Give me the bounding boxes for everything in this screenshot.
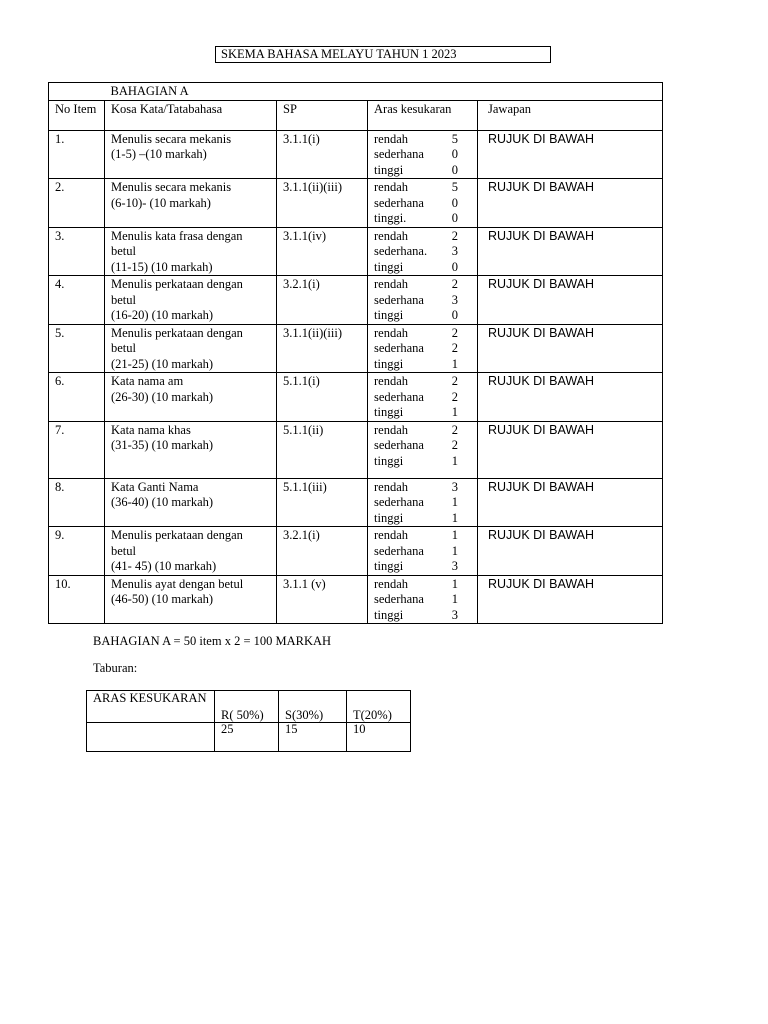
distribution-table: [86, 690, 411, 752]
kosa-kata-line: (16-20) (10 markah): [111, 308, 214, 322]
kosa-kata-line: Menulis perkataan dengan: [111, 277, 243, 291]
level-count: 1: [451, 592, 458, 606]
level-line: [374, 511, 471, 527]
level-name: tinggi: [374, 607, 404, 622]
table-row: [49, 130, 663, 179]
kosa-kata-line: (6-10)- (10 markah): [111, 195, 211, 210]
level-name: sederhana: [374, 592, 424, 606]
item-number: 4.: [49, 276, 105, 325]
level-name: sederhana: [374, 341, 424, 355]
sp-code: 3.1.1(ii)(iii): [277, 179, 368, 228]
distribution-value-row: [87, 723, 411, 752]
level-line: [374, 260, 471, 276]
table-row: [49, 373, 663, 422]
kosa-kata: [105, 179, 277, 228]
level-line: [374, 423, 471, 439]
level-name: tinggi.: [374, 211, 407, 225]
sp-code: 3.1.1(iv): [277, 227, 368, 276]
summary-text: BAHAGIAN A = 50 item x 2 = 100 MARKAH: [93, 634, 332, 648]
kosa-kata-line: Menulis kata frasa dengan: [111, 228, 243, 243]
level-line: [374, 277, 471, 293]
header-jawapan: Jawapan: [478, 100, 663, 130]
kosa-kata: [105, 478, 277, 527]
kosa-kata: [105, 373, 277, 422]
header-no: No Item: [49, 100, 105, 130]
level-count: 1: [451, 510, 458, 525]
level-line: [374, 559, 471, 575]
level-line: [374, 480, 471, 496]
level-name: tinggi: [374, 162, 404, 177]
kosa-kata-line: (36-40) (10 markah): [111, 495, 214, 509]
distribution-label: ARAS KESUKARAN: [87, 691, 215, 723]
scheme-table: [48, 82, 663, 624]
level-count: 2: [451, 389, 458, 404]
sp-code: 3.1.1 (v): [277, 575, 368, 624]
level-name: sederhana: [374, 195, 424, 210]
jawapan: RUJUK DI BAWAH: [478, 130, 663, 179]
level-count: 3: [451, 292, 458, 307]
level-count: 1: [451, 356, 458, 371]
level-count: 1: [451, 528, 458, 542]
sp-code: 3.2.1(i): [277, 527, 368, 576]
level-count: 5: [451, 131, 458, 146]
level-name: tinggi: [374, 510, 404, 525]
level-line: [374, 293, 471, 309]
level-line: [374, 308, 471, 324]
item-number: 5.: [49, 324, 105, 373]
sp-code: 5.1.1(iii): [277, 478, 368, 527]
jawapan: RUJUK DI BAWAH: [478, 227, 663, 276]
level-name: rendah: [374, 228, 409, 243]
item-number: 1.: [49, 130, 105, 179]
header-kosa: Kosa Kata/Tatabahasa: [105, 100, 277, 130]
level-line: [374, 390, 471, 406]
level-line: [374, 341, 471, 357]
item-number: 7.: [49, 421, 105, 478]
aras-kesukaran: [368, 527, 478, 576]
header-sp: SP: [277, 100, 368, 130]
level-name: sederhana: [374, 495, 424, 509]
level-line: [374, 196, 471, 212]
level-name: rendah: [374, 576, 409, 591]
level-count: 2: [451, 228, 458, 243]
item-number: 6.: [49, 373, 105, 422]
table-row: [49, 179, 663, 228]
level-name: tinggi: [374, 259, 404, 274]
kosa-kata-line: betul: [111, 543, 136, 558]
level-count: 5: [451, 180, 458, 194]
level-name: sederhana: [374, 389, 424, 404]
level-line: [374, 132, 471, 148]
level-count: 2: [451, 277, 458, 291]
item-number: 10.: [49, 575, 105, 624]
level-line: [374, 211, 471, 227]
level-count: 1: [451, 405, 458, 419]
distribution-value-s: 15: [279, 723, 347, 752]
level-count: 3: [451, 607, 458, 622]
level-name: tinggi: [374, 559, 404, 573]
level-line: [374, 438, 471, 454]
level-count: 1: [451, 495, 458, 509]
level-count: 0: [451, 259, 458, 274]
level-name: sederhana: [374, 438, 424, 452]
level-name: sederhana: [374, 292, 424, 307]
level-count: 2: [451, 341, 458, 355]
kosa-kata-line: betul: [111, 341, 136, 355]
kosa-kata: [105, 130, 277, 179]
level-count: 0: [451, 211, 458, 225]
sp-code: 3.1.1(i): [277, 130, 368, 179]
distribution-header-row: [87, 691, 411, 723]
level-line: [374, 357, 471, 373]
kosa-kata-line: Menulis secara mekanis: [111, 180, 232, 194]
kosa-kata-line: (21-25) (10 markah): [111, 356, 214, 371]
level-count: 2: [451, 438, 458, 452]
table-row: [49, 478, 663, 527]
level-count: 0: [451, 162, 458, 177]
kosa-kata-line: Menulis ayat dengan betul: [111, 576, 244, 591]
header-aras: Aras kesukaran: [368, 100, 478, 130]
level-name: rendah: [374, 131, 409, 146]
level-name: rendah: [374, 374, 409, 388]
aras-kesukaran: [368, 130, 478, 179]
taburan-label: Taburan:: [93, 661, 138, 675]
kosa-kata: [105, 527, 277, 576]
kosa-kata-line: Menulis secara mekanis: [111, 131, 232, 146]
level-name: tinggi: [374, 356, 404, 371]
kosa-kata-line: (11-15) (10 markah): [111, 259, 213, 274]
level-name: rendah: [374, 277, 409, 291]
level-count: 0: [451, 195, 458, 210]
kosa-kata-line: (46-50) (10 markah): [111, 592, 214, 606]
kosa-kata-line: (1-5) –(10 markah): [111, 147, 207, 161]
level-line: [374, 244, 471, 260]
aras-kesukaran: [368, 373, 478, 422]
table-row: [49, 527, 663, 576]
level-count: 2: [451, 325, 458, 340]
level-name: rendah: [374, 180, 409, 194]
distribution-value-t: 10: [347, 723, 411, 752]
level-line: [374, 454, 471, 470]
level-name: tinggi: [374, 308, 404, 322]
level-name: rendah: [374, 325, 409, 340]
aras-kesukaran: [368, 478, 478, 527]
level-line: [374, 495, 471, 511]
table-row: [49, 324, 663, 373]
level-line: [374, 544, 471, 560]
sp-code: 3.2.1(i): [277, 276, 368, 325]
kosa-kata-line: betul: [111, 292, 136, 307]
level-count: 1: [451, 543, 458, 558]
level-line: [374, 577, 471, 593]
level-line: [374, 163, 471, 179]
level-line: [374, 326, 471, 342]
kosa-kata: [105, 421, 277, 478]
level-name: rendah: [374, 528, 409, 542]
level-count: 1: [451, 576, 458, 591]
section-row: [49, 83, 663, 101]
level-line: [374, 528, 471, 544]
kosa-kata: [105, 575, 277, 624]
level-count: 1: [451, 453, 458, 468]
table-row: [49, 227, 663, 276]
sp-code: 3.1.1(ii)(iii): [277, 324, 368, 373]
kosa-kata-line: Kata Ganti Nama: [111, 479, 199, 494]
distribution-value-r: 25: [215, 723, 279, 752]
level-line: [374, 147, 471, 163]
jawapan: RUJUK DI BAWAH: [478, 276, 663, 325]
item-number: 9.: [49, 527, 105, 576]
item-number: 3.: [49, 227, 105, 276]
section-heading: BAHAGIAN A: [105, 83, 663, 101]
kosa-kata: [105, 324, 277, 373]
kosa-kata-line: Menulis perkataan dengan: [111, 325, 243, 340]
level-name: rendah: [374, 479, 409, 494]
level-count: 2: [451, 374, 458, 388]
sp-code: 5.1.1(ii): [277, 421, 368, 478]
jawapan: RUJUK DI BAWAH: [478, 179, 663, 228]
jawapan: RUJUK DI BAWAH: [478, 527, 663, 576]
level-line: [374, 374, 471, 390]
document-title: SKEMA BAHASA MELAYU TAHUN 1 2023: [215, 46, 551, 63]
level-line: [374, 229, 471, 245]
level-name: sederhana: [374, 147, 424, 161]
level-count: 3: [451, 244, 458, 258]
sp-code: 5.1.1(i): [277, 373, 368, 422]
level-name: rendah: [374, 422, 409, 437]
jawapan: RUJUK DI BAWAH: [478, 421, 663, 478]
level-count: 3: [451, 559, 458, 573]
kosa-kata: [105, 276, 277, 325]
kosa-kata-line: Kata nama am: [111, 374, 184, 388]
level-line: [374, 180, 471, 196]
aras-kesukaran: [368, 227, 478, 276]
item-number: 2.: [49, 179, 105, 228]
level-name: tinggi: [374, 405, 404, 419]
kosa-kata-line: (31-35) (10 markah): [111, 438, 214, 452]
level-count: 3: [451, 479, 458, 494]
item-number: 8.: [49, 478, 105, 527]
table-row: [49, 575, 663, 624]
kosa-kata-line: (26-30) (10 markah): [111, 389, 214, 404]
distribution-header-r: R( 50%): [215, 691, 279, 723]
kosa-kata-line: Menulis perkataan dengan: [111, 528, 243, 542]
level-name: sederhana.: [374, 244, 428, 258]
kosa-kata-line: betul: [111, 244, 136, 258]
jawapan: RUJUK DI BAWAH: [478, 478, 663, 527]
level-line: [374, 608, 471, 624]
jawapan: RUJUK DI BAWAH: [478, 373, 663, 422]
distribution-header-s: S(30%): [279, 691, 347, 723]
aras-kesukaran: [368, 276, 478, 325]
kosa-kata: [105, 227, 277, 276]
level-line: [374, 405, 471, 421]
jawapan: RUJUK DI BAWAH: [478, 575, 663, 624]
jawapan: RUJUK DI BAWAH: [478, 324, 663, 373]
aras-kesukaran: [368, 575, 478, 624]
table-row: [49, 421, 663, 478]
level-count: 2: [451, 422, 458, 437]
aras-kesukaran: [368, 324, 478, 373]
level-name: tinggi: [374, 453, 404, 468]
aras-kesukaran: [368, 179, 478, 228]
aras-kesukaran: [368, 421, 478, 478]
level-count: 0: [451, 147, 458, 161]
kosa-kata-line: (41- 45) (10 markah): [111, 559, 217, 573]
level-count: 0: [451, 308, 458, 322]
distribution-header-t: T(20%): [347, 691, 411, 723]
level-line: [374, 592, 471, 608]
header-row: [49, 100, 663, 130]
kosa-kata-line: Kata nama khas: [111, 422, 191, 437]
level-name: sederhana: [374, 543, 424, 558]
table-row: [49, 276, 663, 325]
